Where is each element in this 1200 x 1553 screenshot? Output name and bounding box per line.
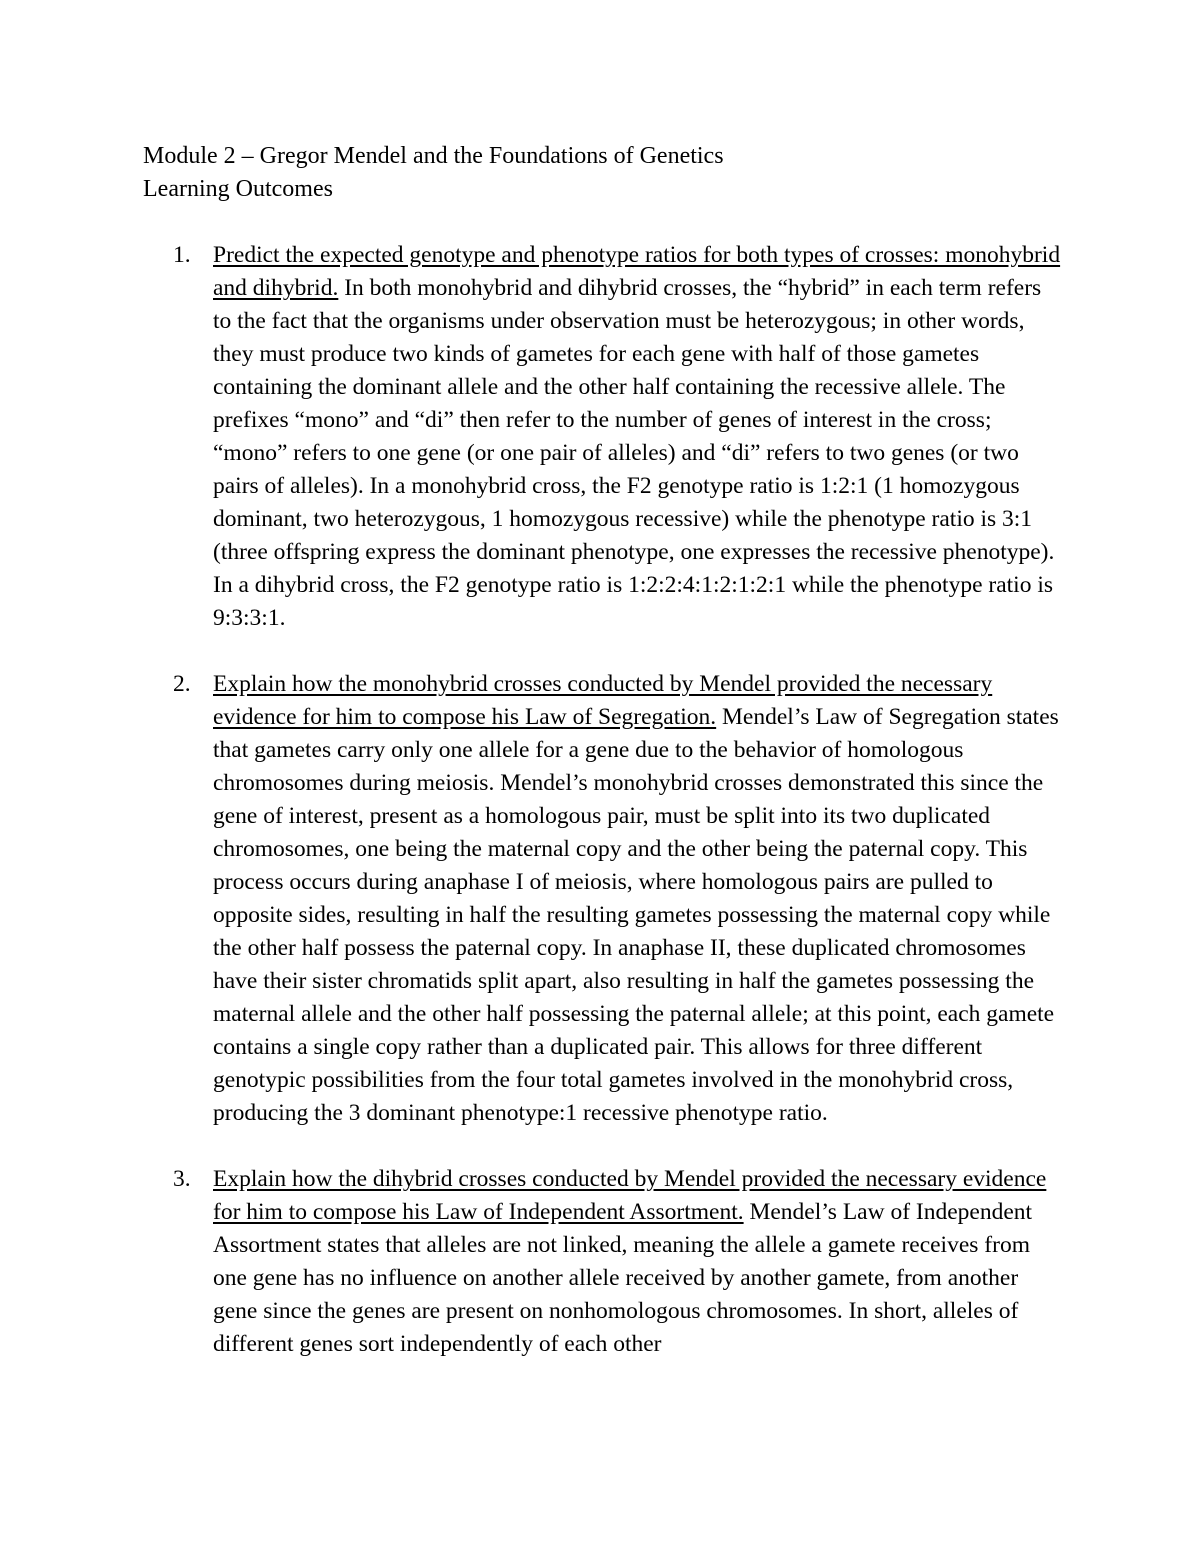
learning-outcome-3 bbox=[143, 1163, 1063, 1361]
document-heading bbox=[143, 140, 724, 206]
outcome-explanation: Mendel’s Law of Independent Assortment states that alleles are not linked, meaning the allele a gamete receives from one gene has no influence on another allele received by another gamete, from another gene since the genes are present on nonhomologous chromosomes. In short, alleles of different genes sort independently of each other bbox=[213, 1199, 1033, 1357]
outcome-number: 2. bbox=[173, 671, 191, 697]
outcome-objective: Explain how the dihybrid crosses conducted by Mendel provided the necessary evidence for him to compose his Law of Independent Assortment. bbox=[213, 1166, 1047, 1225]
outcome-number: 3. bbox=[173, 1166, 191, 1192]
learning-outcome-2 bbox=[143, 668, 1063, 1130]
learning-outcomes-list bbox=[143, 239, 1063, 1361]
outcome-explanation: Mendel’s Law of Segregation states that gametes carry only one allele for a gene due to the behavior of homologous chromosomes during meiosis. Mendel’s monohybrid crosses demonstrated this since the gene of interest, present as a homologous pair, must be split into its two duplicated chromosomes, one being the maternal copy and the other being the paternal copy. This process occurs during anaphase I of meiosis, where homologous pairs are pulled to opposite sides, resulting in half the resulting gametes possessing the maternal copy while the other half possess the paternal copy. In anaphase II, these duplicated chromosomes have their sister chromatids split apart, also resulting in half the gametes possessing the maternal allele and the other half possessing the paternal allele; at this point, each gamete contains a single copy rather than a duplicated pair. This allows for three different genotypic possibilities from the four total gametes involved in the monohybrid cross, producing the 3 dominant phenotype:1 recessive phenotype ratio. bbox=[213, 704, 1059, 1126]
outcome-objective: Predict the expected genotype and phenotype ratios for both types of crosses: monohybrid and dihybrid. bbox=[213, 242, 1061, 301]
outcome-explanation: In both monohybrid and dihybrid crosses, the “hybrid” in each term refers to the fact that the organisms under observation must be heterozygous; in other words, they must produce two kinds of gametes for each gene with half of those gametes containing the dominant allele and the other half containing the recessive allele. The prefixes “mono” and “di” then refer to the number of genes of interest in the cross; “mono” refers to one gene (or one pair of alleles) and “di” refers to two genes (or two pairs of alleles). In a monohybrid cross, the F2 genotype ratio is 1:2:1 (1 homozygous dominant, two heterozygous, 1 homozygous recessive) while the phenotype ratio is 3:1 (three offspring express the dominant phenotype, one expresses the recessive phenotype). In a dihybrid cross, the F2 genotype ratio is 1:2:2:4:1:2:1:2:1 while the phenotype ratio is 9:3:3:1. bbox=[213, 275, 1055, 631]
outcome-number: 1. bbox=[173, 242, 191, 268]
outcome-objective: Explain how the monohybrid crosses conducted by Mendel provided the necessary evidence for him to compose his Law of Segregation. bbox=[213, 671, 993, 730]
learning-outcomes-title: Learning Outcomes bbox=[143, 176, 333, 202]
module-title: Module 2 – Gregor Mendel and the Foundations of Genetics bbox=[143, 143, 724, 169]
learning-outcome-1 bbox=[143, 239, 1063, 635]
